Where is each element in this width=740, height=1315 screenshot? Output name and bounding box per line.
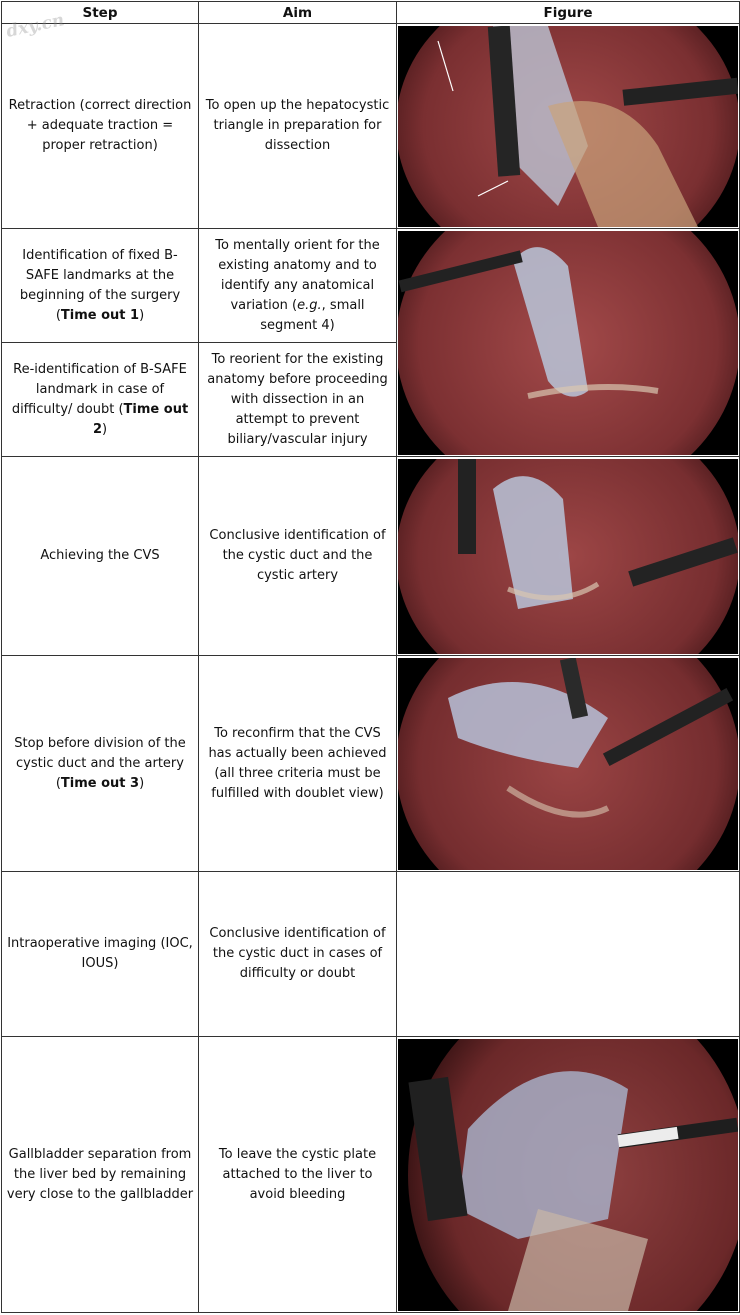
- step-cell: Retraction (correct direction + adequate traction = proper retraction): [2, 24, 199, 229]
- aim-cell: Conclusive identification of the cystic duct in cases of difficulty or doubt: [199, 872, 397, 1037]
- step-cell: Identification of fixed B-SAFE landmarks at the beginning of the surgery (Time out 1): [2, 229, 199, 343]
- figure-cell: [397, 229, 740, 457]
- laparoscopic-photo-gallbladder-separation: [398, 1039, 738, 1311]
- table-row: [2, 457, 740, 656]
- watermark: dxy.cn: [4, 10, 67, 42]
- header-aim: Aim: [199, 2, 397, 24]
- aim-cell: To mentally orient for the existing anatomy and to identify any anatomical variation (e.g., small segment 4): [199, 229, 397, 343]
- step-cell: Intraoperative imaging (IOC, IOUS): [2, 872, 199, 1037]
- step-cell: Gallbladder separation from the liver bed by remaining very close to the gallbladder: [2, 1037, 199, 1313]
- figure-cell: [397, 24, 740, 229]
- laparoscopic-photo-retraction: [398, 26, 738, 227]
- figure-cell: [397, 457, 740, 656]
- lc-steps-table: [1, 1, 740, 1313]
- table-row: [2, 1037, 740, 1313]
- table-row: [2, 24, 740, 229]
- aim-cell: To open up the hepatocystic triangle in preparation for dissection: [199, 24, 397, 229]
- laparoscopic-photo-timeout3: [398, 658, 738, 870]
- step-cell: Re-identification of B-SAFE landmark in case of difficulty/ doubt (Time out 2): [2, 343, 199, 457]
- aim-cell: To reconfirm that the CVS has actually been achieved (all three criteria must be fulfilled with doublet view): [199, 656, 397, 872]
- step-cell: Stop before division of the cystic duct and the artery (Time out 3): [2, 656, 199, 872]
- aim-cell: To leave the cystic plate attached to the liver to avoid bleeding: [199, 1037, 397, 1313]
- header-step: Step dxy.cn: [2, 2, 199, 24]
- step-cell: Achieving the CVS: [2, 457, 199, 656]
- laparoscopic-photo-cvs: [398, 459, 738, 654]
- aim-cell: To reorient for the existing anatomy before proceeding with dissection in an attempt to prevent biliary/vascular injury: [199, 343, 397, 457]
- aim-cell: Conclusive identification of the cystic duct and the cystic artery: [199, 457, 397, 656]
- laparoscopic-photo-landmarks: [398, 231, 738, 455]
- figure-cell: [397, 656, 740, 872]
- table-row: [2, 656, 740, 872]
- table-row: [2, 872, 740, 1037]
- header-figure: Figure: [397, 2, 740, 24]
- header-row: [2, 2, 740, 24]
- figure-cell: [397, 1037, 740, 1313]
- table-row: [2, 229, 740, 343]
- figure-cell-empty: [397, 872, 740, 1037]
